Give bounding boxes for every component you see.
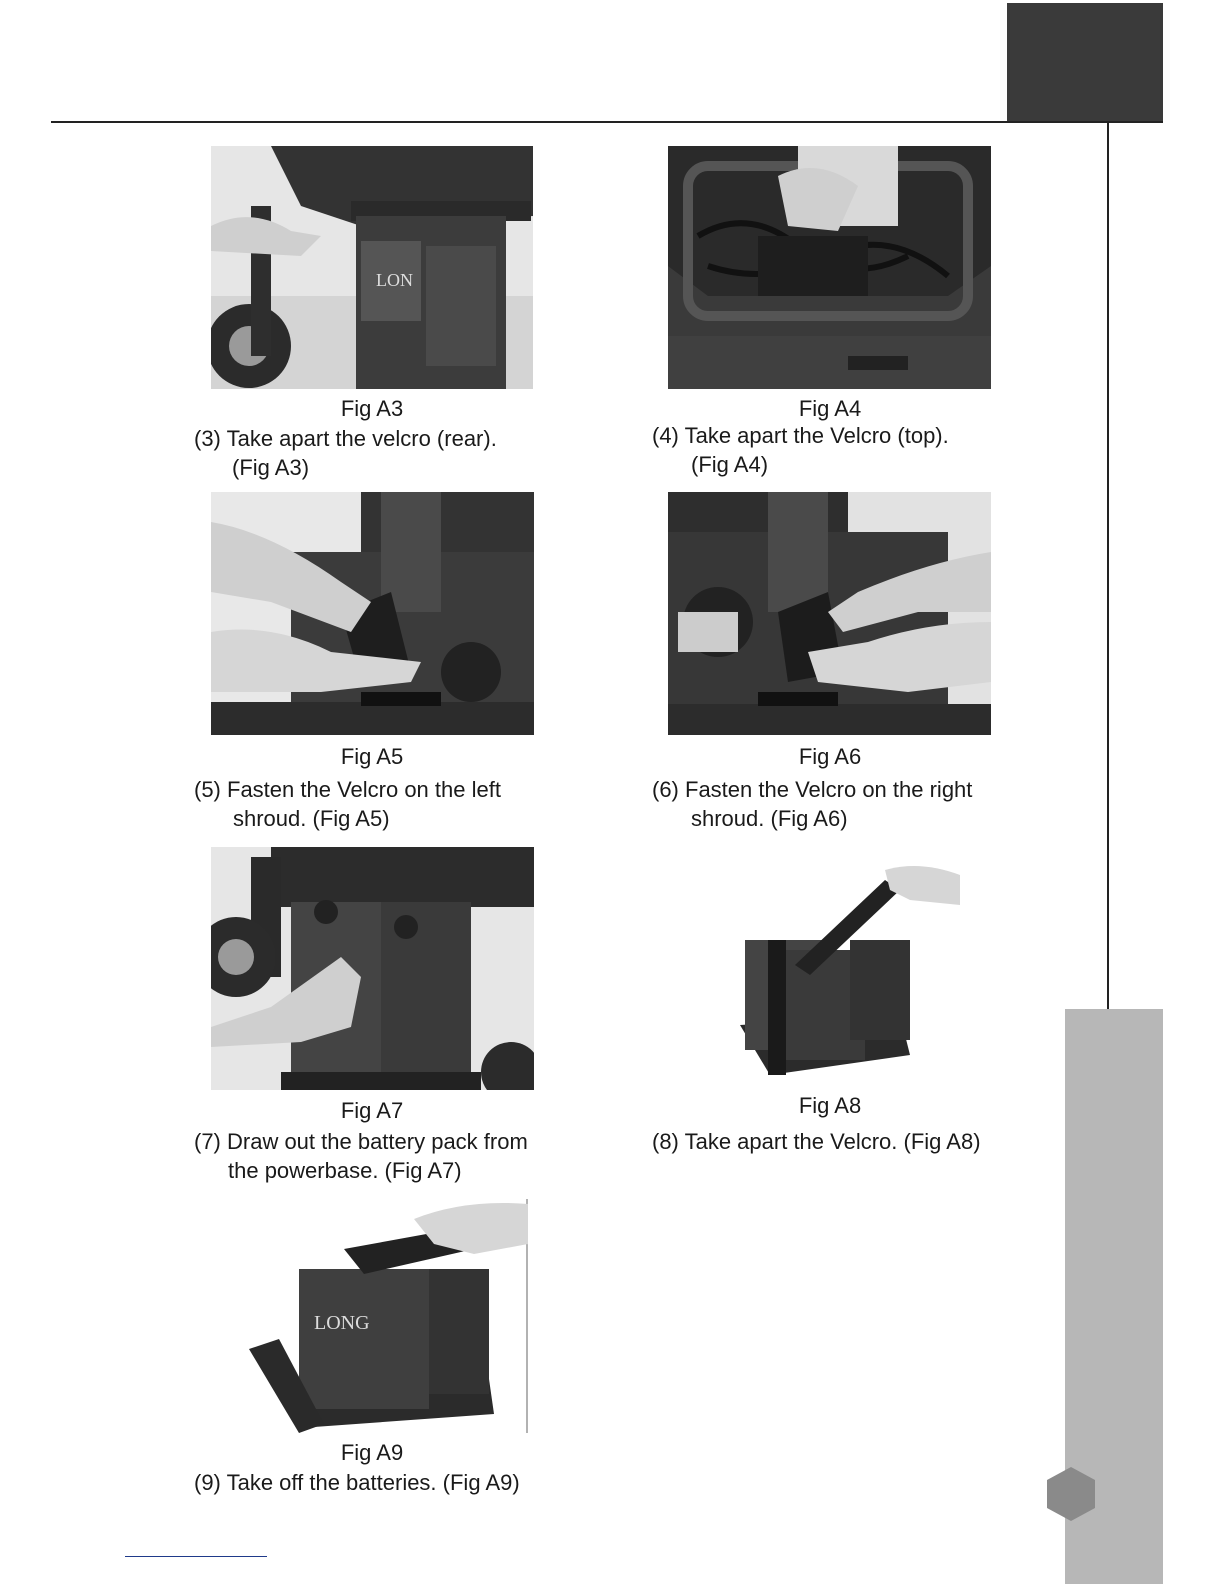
fig-label: Fig A6 bbox=[798, 744, 862, 769]
step-line-1: (3) Take apart the velcro (rear). bbox=[194, 426, 497, 451]
step-line-2: shroud. (Fig A6) bbox=[691, 806, 848, 831]
step-line-1: (4) Take apart the Velcro (top). bbox=[652, 423, 949, 448]
header-block bbox=[1007, 3, 1163, 122]
photo-fig-a3 bbox=[211, 146, 533, 389]
step-line-1: (5) Fasten the Velcro on the left bbox=[194, 777, 501, 802]
step-line-2: (Fig A4) bbox=[691, 452, 769, 477]
photo-fig-a9 bbox=[244, 1199, 528, 1433]
fig-label: Fig A9 bbox=[340, 1440, 404, 1465]
step-text bbox=[194, 1468, 520, 1497]
fig-label: Fig A7 bbox=[340, 1098, 404, 1123]
page-hexagon-icon bbox=[1046, 1466, 1096, 1522]
battery-velcro-strap-photo-icon bbox=[710, 845, 967, 1090]
header-rule bbox=[51, 121, 1163, 123]
photo-fig-a6 bbox=[668, 492, 991, 735]
photo-fig-a8 bbox=[710, 845, 967, 1090]
step-line-2: (Fig A3) bbox=[232, 455, 310, 480]
step-line-1: (7) Draw out the battery pack from bbox=[194, 1129, 528, 1154]
step-text bbox=[194, 1127, 528, 1185]
fig-label: Fig A8 bbox=[798, 1093, 862, 1118]
batteries-take-off-photo-icon bbox=[244, 1199, 528, 1433]
svg-text:LON: LON bbox=[376, 270, 413, 290]
photo-fig-a4 bbox=[668, 146, 991, 389]
step-line-1: (6) Fasten the Velcro on the right bbox=[652, 777, 973, 802]
step-line-2: shroud. (Fig A5) bbox=[233, 806, 390, 831]
wheelchair-rear-velcro-photo-icon bbox=[211, 146, 533, 389]
left-shroud-velcro-photo-icon bbox=[211, 492, 534, 735]
fig-label: Fig A5 bbox=[340, 744, 404, 769]
step-line-2: the powerbase. (Fig A7) bbox=[228, 1158, 462, 1183]
footer-rule bbox=[125, 1556, 267, 1557]
right-shroud-velcro-photo-icon bbox=[668, 492, 991, 735]
fig-label: Fig A3 bbox=[340, 396, 404, 421]
step-line-1: (9) Take off the batteries. (Fig A9) bbox=[194, 1470, 520, 1495]
fig-label: Fig A4 bbox=[798, 396, 862, 421]
step-text bbox=[652, 775, 972, 833]
photo-fig-a5 bbox=[211, 492, 534, 735]
wheelchair-top-velcro-photo-icon bbox=[668, 146, 991, 389]
svg-text:LONG: LONG bbox=[314, 1312, 370, 1334]
battery-pack-draw-out-photo-icon bbox=[211, 847, 534, 1090]
step-text bbox=[194, 424, 497, 482]
side-rule bbox=[1107, 121, 1109, 1011]
step-text bbox=[652, 421, 949, 479]
photo-fig-a7 bbox=[211, 847, 534, 1090]
step-text bbox=[652, 1127, 981, 1156]
step-text bbox=[194, 775, 501, 833]
step-line-1: (8) Take apart the Velcro. (Fig A8) bbox=[652, 1129, 981, 1154]
